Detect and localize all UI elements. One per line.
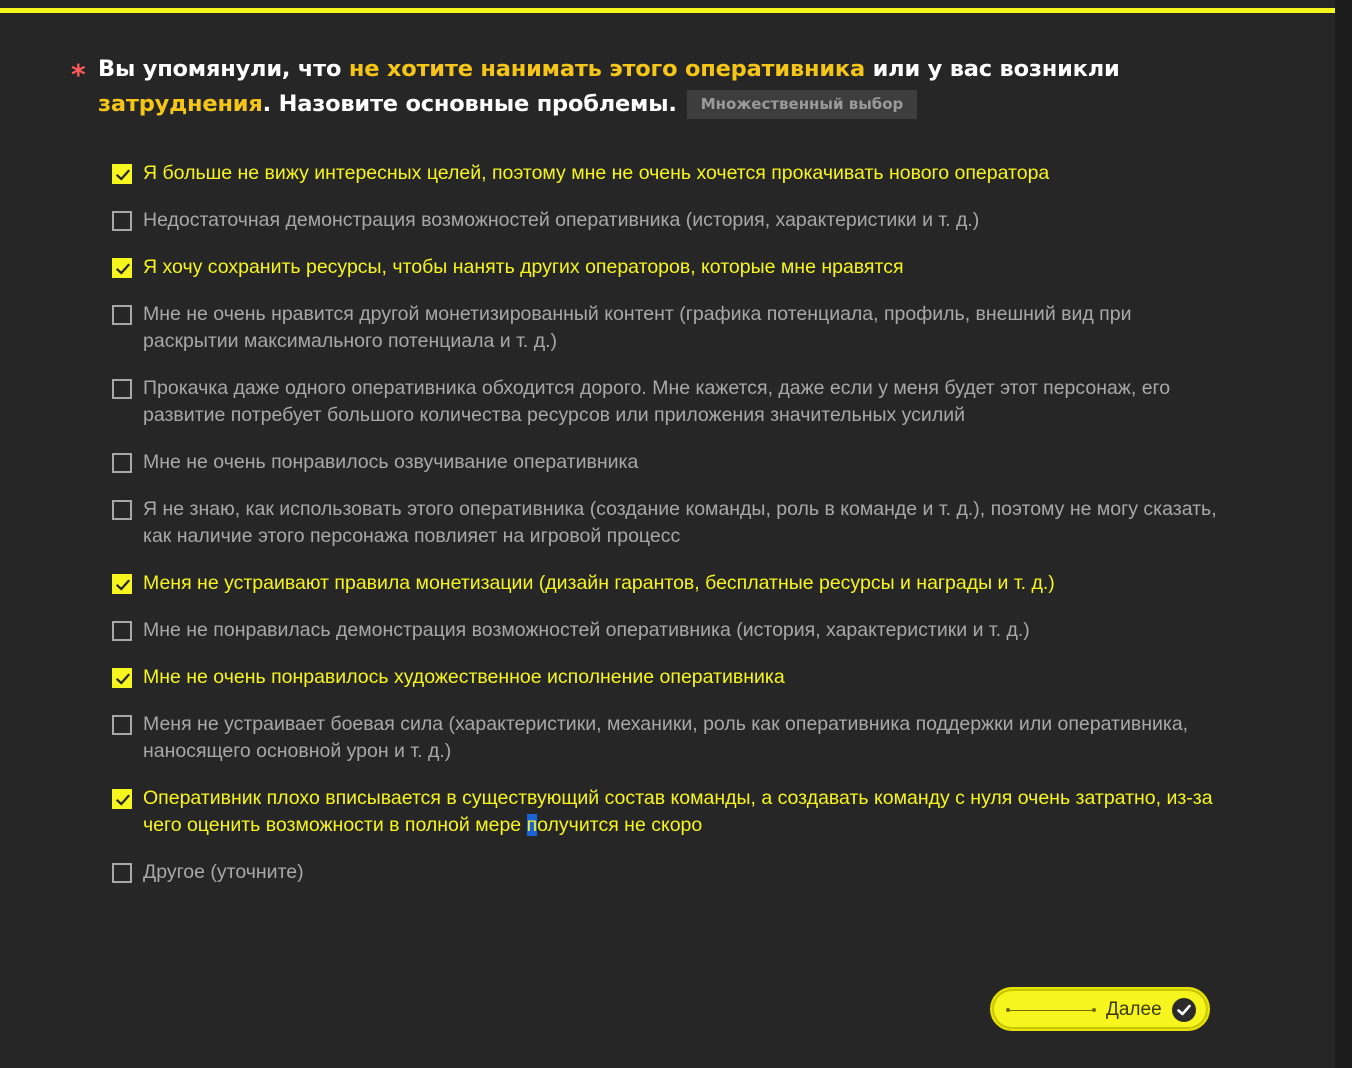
question-highlight-2: затруднения <box>98 91 263 117</box>
option-label: Недостаточная демонстрация возможностей оперативника (история, характеристики и т. д.) <box>143 209 980 231</box>
checkbox-unchecked[interactable] <box>112 211 132 231</box>
options-list <box>112 160 1222 906</box>
checkbox-unchecked[interactable] <box>112 500 132 520</box>
option-label: Оперативник плохо вписывается в существующий состав команды, а создавать команду с нуля очень затратно, из-за чего оценить возможности в полной мере получится не скоро <box>143 787 1213 836</box>
top-accent-bar <box>0 8 1335 13</box>
option-label: Мне не очень нравится другой монетизированный контент (графика потенциала, профиль, внешний вид при раскрытии максимального потенциала и т. д.) <box>143 303 1132 352</box>
scrollbar-track[interactable] <box>1335 0 1352 1068</box>
option-label: Мне не очень понравилось озвучивание оперативника <box>143 451 639 473</box>
checkbox-unchecked[interactable] <box>112 621 132 641</box>
option-item[interactable] <box>112 570 1222 597</box>
option-item[interactable] <box>112 859 1222 886</box>
required-asterisk: * <box>71 58 86 91</box>
option-label: Мне не понравилась демонстрация возможностей оперативника (история, характеристики и т. д.) <box>143 619 1030 641</box>
next-button[interactable] <box>990 987 1210 1031</box>
checkbox-unchecked[interactable] <box>112 863 132 883</box>
question-title <box>98 52 1218 122</box>
option-label: Другое (уточните) <box>143 861 304 883</box>
decorative-line-icon <box>1008 1010 1094 1011</box>
checkbox-checked[interactable] <box>112 789 132 809</box>
question-highlight-1: не хотите нанимать этого оперативника <box>348 56 865 82</box>
checkbox-checked[interactable] <box>112 574 132 594</box>
checkmark-icon <box>115 261 131 277</box>
checkmark-icon <box>115 577 131 593</box>
option-item[interactable] <box>112 449 1222 476</box>
option-item[interactable] <box>112 301 1222 355</box>
checkbox-unchecked[interactable] <box>112 453 132 473</box>
option-item[interactable] <box>112 711 1222 765</box>
text-selection: п <box>526 814 538 836</box>
option-label: Меня не устраивают правила монетизации (дизайн гарантов, бесплатные ресурсы и награды и т. д.) <box>143 572 1055 594</box>
option-item[interactable] <box>112 496 1222 550</box>
checkbox-checked[interactable] <box>112 164 132 184</box>
option-label: Я больше не вижу интересных целей, поэтому мне не очень хочется прокачивать нового оператора <box>143 162 1050 184</box>
option-item[interactable] <box>112 664 1222 691</box>
question-text-part1: Вы упомянули, что <box>98 56 349 82</box>
checkbox-unchecked[interactable] <box>112 715 132 735</box>
check-circle-icon <box>1172 998 1196 1022</box>
option-label: Я не знаю, как использовать этого оперативника (создание команды, роль в команде и т. д.), поэтому не могу сказать, как наличие этого персонажа повлияет на игровой процесс <box>143 498 1217 547</box>
checkmark-icon <box>115 792 131 808</box>
option-item[interactable] <box>112 617 1222 644</box>
option-label: Меня не устраивает боевая сила (характеристики, механики, роль как оперативника поддержки или оперативника, наносящего основной урон и т. д.) <box>143 713 1189 762</box>
option-label: Я хочу сохранить ресурсы, чтобы нанять других операторов, которые мне нравятся <box>143 256 904 278</box>
multiple-choice-badge: Множественный выбор <box>687 90 918 119</box>
checkbox-checked[interactable] <box>112 668 132 688</box>
checkbox-unchecked[interactable] <box>112 379 132 399</box>
checkbox-unchecked[interactable] <box>112 305 132 325</box>
next-button-label: Далее <box>1106 999 1162 1020</box>
option-item[interactable] <box>112 785 1222 839</box>
question-text-part2: или у вас возникли <box>864 56 1120 82</box>
option-label: Прокачка даже одного оперативника обходится дорого. Мне кажется, даже если у меня будет этот персонаж, его развитие потребует большого количества ресурсов или приложения значительных усилий <box>143 377 1171 426</box>
checkmark-icon <box>115 671 131 687</box>
checkbox-checked[interactable] <box>112 258 132 278</box>
option-item[interactable] <box>112 375 1222 429</box>
question-text-part3: . Назовите основные проблемы. <box>262 91 677 117</box>
option-item[interactable] <box>112 160 1222 187</box>
option-item[interactable] <box>112 254 1222 281</box>
option-item[interactable] <box>112 207 1222 234</box>
checkmark-icon <box>115 167 131 183</box>
option-label: Мне не очень понравилось художественное исполнение оперативника <box>143 666 785 688</box>
